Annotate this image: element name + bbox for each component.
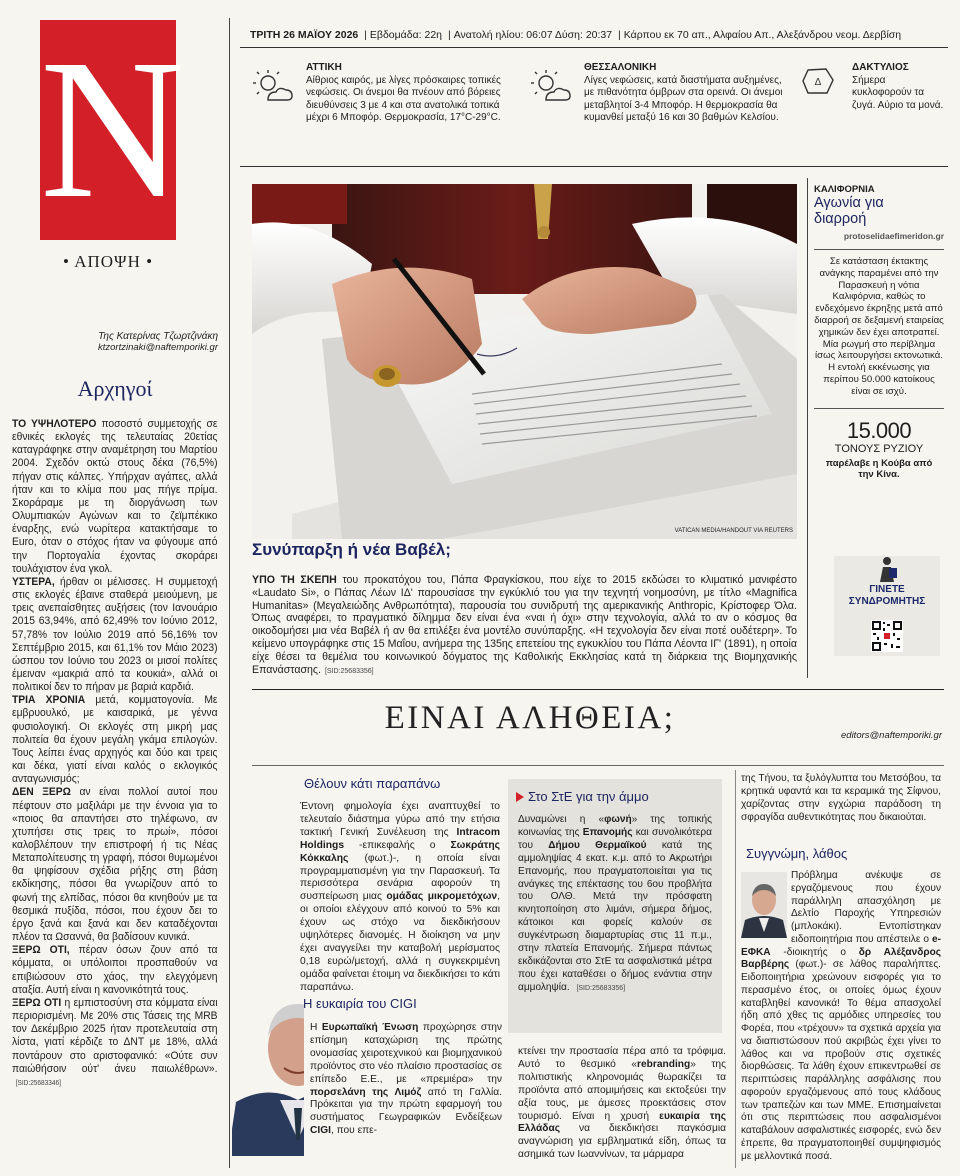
weather-region: ΘΕΣΣΑΛΟΝΙΚΗ <box>584 62 657 73</box>
sidebar-kicker: ΚΑΛΙΦΟΡΝΙΑ <box>814 184 875 195</box>
photo-credit: VATICAN MEDIA/HANDOUT VIA REUTERS <box>674 528 793 534</box>
weather-region: ΑΤΤΙΚΗ <box>306 62 342 73</box>
item-title: Η ευκαιρία του CIGI <box>303 996 417 1011</box>
sidebar <box>814 184 944 481</box>
date: ΤΡΙΤΗ 26 ΜΑΪΟΥ 2026 <box>250 29 359 41</box>
week: Εβδομάδα: 22η <box>369 29 443 41</box>
column-paragraph: ΤΡΙΑ ΧΡΟΝΙΑ μετά, κομματογονία. Με εμβρυουλκό, με καισαρικά, με γέννα φυσιολογική. Οι εκλογές στη μικρή μας πολιτεία θα έχουν μεγάλη γκάμα επιλογών. Τους λείπει ένας αρχηγός και δύο και τρεις και δέκα, γιατί είναι καλός ο εκλογικός ανταγωνισμός; <box>12 694 218 786</box>
item-sorry-title: Συγγνώμη, λάθος <box>746 846 848 861</box>
item-tinos: της Τήνου, τα ξυλόγλυπτα του Μετσόβου, τα κρητικά υφαντά και τα κεραμικά της Σίφνου, χαρίζοντας στην εγχώρια παράδοση τη σφραγίδα αυθεντικότητας που δικαιούται. <box>741 773 941 823</box>
sun-cloud-icon <box>528 68 572 108</box>
weather-text: Λίγες νεφώσεις, κατά διαστήματα αυξημένες, με πιθανότητα όμβρων στα ορεινά. Οι άνεμοι μεταβλητοί 3-4 Μποφόρ. Η θερμοκρασία θα κυμανθεί μεταξύ 16 και 30 βαθμών Κελσίου. <box>584 75 783 123</box>
lead-story-body: ΥΠΟ ΤΗ ΣΚΕΠΗ του προκατόχου του, Πάπα Φραγκίσκου, που είχε το 2015 εκδώσει το κλιματικό μανιφέστο «Laudato Si», ο Πάπας Λέων ΙΔ' παρουσίασε την εγκύκλιό του για την τεχνητή νοημοσύνη, με τίτλο «Magnifica Humanitas» (Μεγαλειώδης Ανθρωπότητα), παρουσία του συνιδρυτή της αμερικανικής Anthropic, Κρίστοφερ Όλα. Όπως αναφέρει, το πραγματικό δίλημμα δεν είναι ένα «ναι ή όχι» στην τεχνολογία, αλλά το αν ο κόσμος θα οικοδομήσει μια νέα Βαβέλ ή αν θα επιλέξει ένα μοντέλο συνύπαρξης. «Η τεχνολογία δεν είναι ποτέ ουδέτερη». Το κείμενο υπογράφηκε στις 15 Μαΐου, ανήμερα της 135ης επετείου της εγκυκλίου του Πάπα Λέοντα ΙΓ' (1891), η οποία είχε θέσει τα θεμέλια του κοινωνικού δόγματος της Καθολικής Εκκλησίας κατά τη διάρκεια της Βιομηχανικής Επανάστασης. [SID:25683356] <box>252 574 797 676</box>
svg-text:Δ: Δ <box>814 77 822 88</box>
weather-text: Αίθριος καιρός, με λίγες πρόσκαιρες τοπικές νεφώσεις. Οι άνεμοι θα πνέουν από βόρειες διευθύνσεις 3 με 4 και στα ανατολικά τοπικά μέχρι 6 Μποφόρ. Θερμοκρασία, 17°C-29°C. <box>306 75 501 123</box>
column-body <box>12 418 218 1163</box>
lead-story-title: Συνύπαρξη ή νέα Βαβέλ; <box>252 540 451 559</box>
subscribe-box[interactable] <box>834 556 940 656</box>
column-title: Αρχηγοί <box>77 376 153 401</box>
nameday: Κάρπου εκ 70 απ., Αλφαίου Απ., Αλεξάνδρου νεομ. Δερβίση <box>623 29 902 41</box>
item-title: Θέλουν κάτι παραπάνω <box>304 776 441 791</box>
weather-thessaloniki <box>528 62 788 152</box>
subscribe-label[interactable]: ΓΙΝΕΤΕ ΣΥΝΔΡΟΜΗΤΗΣ <box>848 584 926 607</box>
pope-signing-photo <box>252 184 797 539</box>
lead-story <box>252 540 797 678</box>
sun-times: Ανατολή ηλίου: 06:07 Δύση: 20:37 <box>453 29 613 41</box>
sidebar-site[interactable]: protoselidaefimeridon.gr <box>843 231 944 241</box>
section-label: • ΑΠΟΨΗ • <box>62 252 154 271</box>
column-paragraph: ΤΟ ΥΨΗΛΟΤΕΡΟ ποσοστό συμμετοχής σε εθνικές εκλογές της τελευταίας 20ετίας καταγράφηκε στην αναμέτρηση του Μαρτίου 2004. Σχεδόν οκτώ στους δέκα (76,5%) πήγαν στις κάλπες. Υπήρχαν αγάπες, αλλά ήταν και το κλίμα που μας πήγε πρίμα. Σκοράραμε με τη διοργάνωση των Ολυμπιακών Αγώνων και το ζεϊμπέκικο έναρξης, ενώ νωρίτερα κατακτήσαμε το Euro, όταν ο στόχος ήταν να φύγουμε από την Πορτογαλία έχοντας σκοράρει τουλάχιστον ένα γκολ. <box>12 418 218 575</box>
author-byline: Της Κατερίνας Τζωρτζινάκη <box>98 331 218 342</box>
truth-title: ΕΙΝΑΙ ΑΛΗΘΕΙΑ; <box>384 700 676 736</box>
item-body: Έντονη φημολογία έχει αναπτυχθεί το τελευταίο διάστημα γύρω από την ετήσια τακτική Γενική Συνέλευση της Intracom Holdings -επικεφαλής ο Σωκράτης Κόκκαλης (φωτ.)-, η οποία είναι προγραμματισμένη για την Παρασκευή. Τα περισσότερα σενάρια αφορούν τη συσπείρωση μιας ομάδας μικρομετόχων, οι οποίοι ελέγχουν από κοινού το 5% και έχουν ως στόχο να διεκδικήσουν υψηλότερες διανομές. Η διοίκηση να μην έχει αναγγείλει την καταβολή μερίσματος 0,18 ευρώ/μετοχή, αλλά η συγκεκριμένη ομάδα φαίνεται έτοιμη να διεκδικήσει το κάτι παραπάνω. <box>300 801 500 993</box>
sidebar-text: Σε κατάσταση έκτακτης ανάγκης παραμένει από την Παρασκευή η νότια Καλιφόρνια, καθώς το ενδεχόμενο έκρηξης μετά από διαρροή σε δεξαμενή εταιρείας χημικών δεν έχει αποτραπεί. Μία ρωγμή στο περίβλημα ίσως λειτουργήσει εκτονωτικά. Η εντολή εκκένωσης για περίπου 50.000 κατοίκους είναι σε ισχύ. <box>814 256 944 397</box>
weather-region: ΔΑΚΤΥΛΙΟΣ <box>852 62 909 73</box>
item-cigi-body: Η Ευρωπαϊκή Ένωση προχώρησε στην επίσημη καταχώριση της πρώτης ονομασίας χειροτεχνικού και βιομηχανικού προϊόντος στο νέο πλαίσιο προστασίας σε επίπεδο Ε.Ε., με «πρεμιέρα» την πορσελάνη της Λιμόζ από τη Γαλλία. Πρόκειται για την πρώτη εφαρμογή του συστήματος Γεωγραφικών Ενδείξεων CIGI, που επε- <box>310 1022 502 1137</box>
qr-code-icon[interactable] <box>871 620 903 652</box>
item-cigi <box>303 996 503 1020</box>
item-stee: Στο ΣτΕ για την άμμο Δυναμώνει η «φωνή» της τοπικής κοινωνίας της Επανομής και συνολικότερα του Δήμου Θερμαϊκού κατά της αμμοληψίας 4 εκατ. κ.μ. από το Ακρωτήρι Επανομής, που πραγματοποιείται για τις ανάγκες της επέκτασης του 6ου προβλήτα του ΟΛΘ. Μετά την πρόσφατη κινητοποίηση στο λιμάνι, σήμερα δήμος, κάτοικοι και φορείς καλούν σε συγκέντρωση διαμαρτυρίας στις 11 π.μ., στην πλατεία Επανομής. Σήμερα πάντως εκδικάζονται στο ΣτΕ τα ασφαλιστικά μέτρα που έχει καταθέσει ο δήμος ενάντια στην αμμοληψία. [SID:25683356] <box>508 779 722 1033</box>
column-paragraph: ΔΕΝ ΞΕΡΩ αν είναι πολλοί αυτοί που πέφτουν στο μαξιλάρι με την έννοια για το «ποιος θα απαντήσει στο τηλέφωνο, αν χτυπήσει στις τρεις το πρωί», πόσοι καλοβλέπουν την επιστροφή ή τις Νέας Μεταπολίτευσης τη γραφή, πόσοι θυμωμένοι θα ψηφίσουν σχέδια ρήξης στη βάση εκδίκησης, πόσοι θα γνωρίζουν από το φωνή της ελπίδας, πόσοι θα κινηθούν με τα θεσμικά πυξίδα, πόσοι, που έχουν δει το έργο ξανά και ξανά και δεν καταδέχονται πλέον τα Ωσαννά, θα βαδίσουν κυνικά. <box>12 786 218 944</box>
logo-block <box>40 19 185 240</box>
rice-unit: ΤΟΝΟΥΣ ΡΥΖΙΟΥ <box>834 442 924 455</box>
item-title: Στο ΣτΕ για την άμμο <box>528 789 649 804</box>
weather-ring-road <box>800 62 945 122</box>
weather-attica <box>250 62 510 152</box>
ring-road-icon <box>800 66 836 96</box>
lead-photo <box>252 184 797 539</box>
column-paragraph: ΥΣΤΕΡΑ, ήρθαν οι μέλισσες. Η συμμετοχή στις εκλογές έβαινε σταθερά μειούμενη, με τρεις ανεπαίσθητες αυξήσεις (τον Ιανουάριο 2015 63,94%, από 62,49% τον Ιούνιο 2012, 57,78% τον Ιούλιο 2019 από 56,16% τον Σεπτέμβριο 2015, και 61,1% τον Μάιο 2023) ώσπου τον Ιούνιο του 2023 οι μισοί πολίτες έμειναν «μακριά από τα κουκιά», αλλά οι πολιτικοί δεν το πήραν με βαριά καρδιά. <box>12 575 218 694</box>
item-more <box>300 776 500 995</box>
sidebar-title: Αγωνία για διαρροή <box>814 195 884 227</box>
reader-icon <box>877 556 897 582</box>
story-id: [SID:25683356] <box>324 667 374 675</box>
logo-letter: N <box>40 19 185 240</box>
story-id: [SID:25683346] <box>15 1079 61 1087</box>
sun-cloud-icon <box>250 68 294 108</box>
rice-number: 15.000 <box>846 417 912 443</box>
weather-text: Σήμερα κυκλοφορούν τα ζυγά. Αύριο τα μονά. <box>852 75 944 111</box>
arrow-icon <box>516 792 524 802</box>
item-cigi-cont: κτείνει την προστασία πέρα από τα τρόφιμα. Αυτό το θεσμικό «rebranding» της πολιτιστικής κληρονομιάς θωρακίζει τα προϊόντα από απομιμήσεις και εκτοξεύει την αξία τους, με άμεσες προεκτάσεις στον τουρισμό. Είναι η χρυσή ευκαιρία της Ελλάδας να διεκδικήσει παγκόσμια αναγνώριση για εμβληματικά είδη, όπως τα ασημικά των Ιωαννίνων, τα μάρμαρα <box>518 1046 726 1161</box>
truth-email[interactable]: editors@naftemporiki.gr <box>841 730 942 741</box>
column-paragraph: ΞΕΡΩ ΟΤΙ, πέραν όσων ζουν από τα κόμματα, οι υπόλοιποι προσπαθούν να επιβιώσουν στο χάος, την ελεγχόμενη αταξία. Αυτή είναι η κανονικότητά τους. <box>12 944 218 996</box>
item-sorry-body: Πρόβλημα ανέκυψε σε εργαζόμενους που έχουν παράλληλη απασχόληση με Δελτίο Παροχής Υπηρεσιών (μπλοκάκι). Εντοπίστηκαν ειδοποιητήρια που απέστειλε ο e-ΕΦΚΑ -διοικητής ο δρ Αλέξανδρος Βαρβέρης (φωτ.)- σε λάθος παραλήπτες. Ειδοποιητήρια χρεώνουν εισφορές για το περασμένο έτος, οι οποίες όμως έχουν καταβληθεί κανονικά! Το θέμα απασχολεί ήδη από χθες τις αρμόδιες υπηρεσίες του Φορέα, που «τρέχουν» τα σχετικά αρχεία για να διαπιστώσουν πού ακριβώς έχει γίνει το λάθος και να προβούν στις σχετικές διορθώσεις. Τα λάθη έχουν επικεντρωθεί σε περιπτώσεις παράλληλης ασφάλισης που αφορούν εργαζόμενους από τους κλάδους των τραπεζών και των ΜΜΕ. Επισημαίνεται ότι στις περιπτώσεις που ασφαλισμένοι καταβάλουν ασφαλιστικές εισφορές, ενώ δεν έπρεπε, θα πραγματοποιηθεί συμψηφισμός με μελλοντικά ποσά. <box>741 870 941 1162</box>
author-email[interactable]: ktzortzinaki@naftemporiki.gr <box>98 342 218 353</box>
date-bar: ΤΡΙΤΗ 26 ΜΑΪΟΥ 2026 | Εβδομάδα: 22η | Ανατολή ηλίου: 06:07 Δύση: 20:37 | Κάρπου εκ 70 απ., Αλφαίου Απ., Αλεξάνδρου νεομ. Δερβίση <box>250 29 902 41</box>
column-paragraph: ΞΕΡΩ ΟΤΙ η εμπιστοσύνη στα κόμματα είναι περιορισμένη. Με 20% στις Τάσεις της MRB τον Δεκέμβριο 2025 ήταν προτελευταία στη λίστα, γιατί κέρδιζε το ΔΝΤ με 18%, αλλά ποντάρουν στο αριστοφανικό: «Ούτε συν παιώθήσοιν ούτ' άνευ παιωλέθρων».[SID:25683346] <box>12 996 218 1087</box>
rice-text: παρέλαβε η Κούβα από την Κίνα. <box>825 457 933 481</box>
portrait-kokkalis <box>232 990 304 1156</box>
